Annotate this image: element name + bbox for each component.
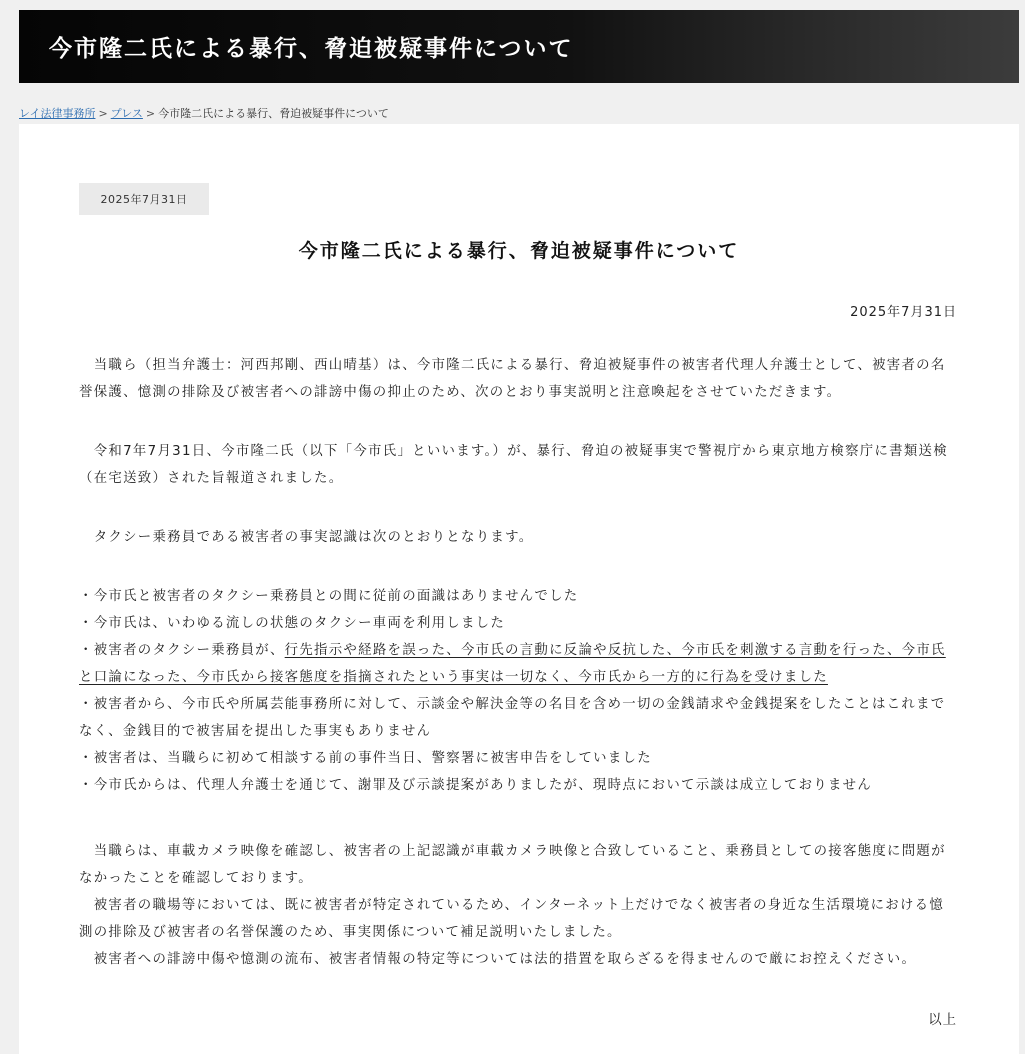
- header-banner: [19, 10, 1019, 83]
- article-date: 2025年7月31日: [850, 305, 957, 320]
- paragraph-victim-view: タクシー乗務員である被害者の事実認識は次のとおりとなります。: [93, 530, 534, 545]
- list-item-prefix: ・被害者のタクシー乗務員が、: [79, 643, 285, 658]
- list-item: ・今市氏と被害者のタクシー乗務員との間に従前の面識はありませんでした: [79, 589, 579, 604]
- closing-paragraphs: [79, 838, 957, 973]
- list-item: ・今市氏からは、代理人弁護士を通じて、謝罪及び示談提案がありましたが、現時点において示談は成立しておりません: [79, 778, 873, 793]
- list-item: [79, 637, 957, 691]
- paragraph-supplement: 被害者の職場等においては、既に被害者が特定されているため、インターネット上だけでなく被害者の身近な生活環境における憶測の排除及び被害者の名誉保護のため、事実関係について補足説明いたしました。: [79, 898, 945, 940]
- paragraph-report: 令和7年7月31日、今市隆二氏（以下「今市氏」といいます。）が、暴行、脅迫の被疑事実で警視庁から東京地方検察庁に書類送検（在宅送致）された旨報道されました。: [79, 444, 948, 486]
- article-content: [19, 124, 1019, 1054]
- breadcrumb-separator: >: [145, 107, 156, 120]
- breadcrumb: [19, 105, 389, 121]
- breadcrumb-home-link[interactable]: レイ法律事務所: [19, 107, 96, 120]
- paragraph-warning: 被害者への誹謗中傷や憶測の流布、被害者情報の特定等については法的措置を取らざるを得ませんので厳にお控えください。: [93, 952, 917, 967]
- list-item: ・被害者は、当職らに初めて相談する前の事件当日、警察署に被害申告をしていました: [79, 751, 652, 766]
- paragraph-camera: 当職らは、車載カメラ映像を確認し、被害者の上記認識が車載カメラ映像と合致していること、乗務員としての接客態度に問題がなかったことを確認しております。: [79, 844, 946, 886]
- breadcrumb-press-link[interactable]: プレス: [110, 107, 143, 120]
- date-badge: 2025年7月31日: [79, 183, 209, 215]
- closing-mark: 以上: [928, 1013, 957, 1028]
- article-title: 今市隆二氏による暴行、脅迫被疑事件について: [298, 240, 740, 262]
- list-item: ・今市氏は、いわゆる流しの状態のタクシー車両を利用しました: [79, 616, 506, 631]
- fact-list: [79, 583, 957, 799]
- paragraph-intro: 当職ら（担当弁護士：河西邦剛、西山晴基）は、今市隆二氏による暴行、脅迫被疑事件の被害者代理人弁護士として、被害者の名誉保護、憶測の排除及び被害者への誹謗中傷の抑止のため、次のとおり事実説明と注意喚起をさせていただきます。: [79, 358, 946, 400]
- list-item: ・被害者から、今市氏や所属芸能事務所に対して、示談金や解決金等の名目を含め一切の金銭請求や金銭提案をしたことはこれまでなく、金銭目的で被害届を提出した事実もありません: [79, 697, 946, 739]
- underlined-statement: 行先指示や経路を誤った、今市氏の言動に反論や反抗した、今市氏を刺激する言動を行った、今市氏と口論になった、今市氏から接客態度を指摘されたという事実は一切なく、今市氏から一方的に行為を受けました: [79, 643, 946, 685]
- header-title: 今市隆二氏による暴行、脅迫被疑事件について: [49, 35, 574, 62]
- breadcrumb-current: 今市隆二氏による暴行、脅迫被疑事件について: [158, 107, 389, 120]
- breadcrumb-separator: >: [98, 107, 108, 120]
